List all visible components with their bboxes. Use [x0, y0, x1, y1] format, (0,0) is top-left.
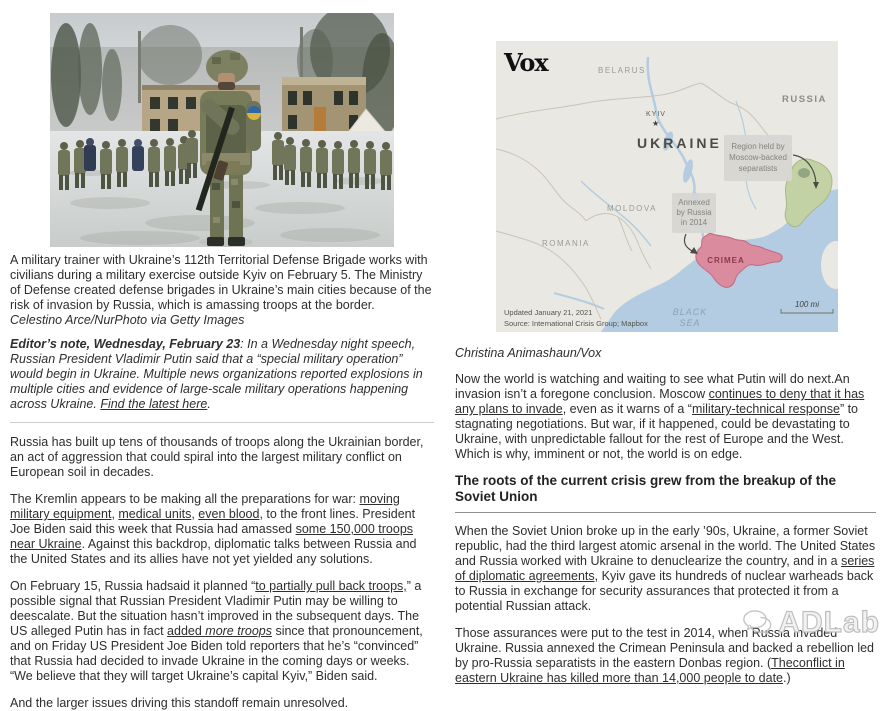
- kyiv-star-icon: ★: [652, 119, 660, 128]
- map-updated: Updated January 21, 2021: [504, 308, 593, 317]
- text-segment: : In a Wednesday night speech, Russian President Vladimir Putin said that a “special military operation” would begin in Ukraine. Multiple news organizations reported explosions in multiple cities and evidence of large-scale military operations happening across Ukraine.: [10, 337, 423, 411]
- callout-line: Region held by: [731, 142, 785, 151]
- map-label-romania: ROMANIA: [542, 239, 590, 248]
- map-label-russia: RUSSIA: [782, 94, 827, 105]
- inline-link[interactable]: even blood: [198, 507, 260, 521]
- callout-line: by Russia: [676, 208, 712, 217]
- map-label-moldova: MOLDOVA: [607, 204, 657, 213]
- editors-note: [10, 337, 434, 412]
- photo-credit: Celestino Arce/NurPhoto via Getty Images: [10, 313, 245, 327]
- text-segment: , to the front lines. President Joe Biden said this week that Russia had amassed: [10, 507, 416, 536]
- map-label-belarus: BELARUS: [598, 66, 646, 75]
- map-label-black-sea: SEA: [679, 318, 701, 328]
- text-segment: since that pronouncement, and on Friday US President Joe Biden told reporters that he’s “convinced” that Russia had decided to invade Ukraine in the coming days or weeks. “We believe that they will target Ukraine’s capital Kyiv,” Biden said.: [10, 624, 423, 683]
- inline-link[interactable]: series of diplomatic agreements,: [455, 554, 875, 583]
- map-label-ukraine: UKRAINE: [637, 135, 722, 151]
- body-paragraph: [455, 626, 876, 686]
- inline-link[interactable]: Find the latest here: [100, 397, 208, 411]
- inline-link[interactable]: medical units: [118, 507, 192, 521]
- body-paragraph: [10, 435, 434, 480]
- watermark-label: ADLab: [778, 606, 880, 639]
- inline-link[interactable]: military-technical response: [691, 402, 840, 416]
- callout-line: Annexed: [678, 198, 710, 207]
- inline-link[interactable]: continues to deny that it has any plans to invade: [455, 387, 865, 416]
- text-segment: Kyiv gave its hundreds of nuclear warheads back to Russia in exchange for security assurances that protected it from a potential Russian attack.: [455, 569, 874, 613]
- text-segment: .: [207, 397, 211, 411]
- map-label-kyiv: KYIV: [646, 111, 666, 118]
- photo-caption: A military trainer with Ukraine’s 112th Territorial Defense Brigade works with civilians during a military exercise outside Kyiv on February 5. The Ministry of Defense created defense brigades in Ukraine’s main cities because of the risk of invasion by Russia, which is amassing troops at the border.: [10, 253, 432, 312]
- map-credit: Christina Animashaun/Vox: [455, 346, 602, 360]
- text-segment: .): [783, 671, 791, 685]
- text-segment: ,: [191, 507, 199, 521]
- body-paragraph: [10, 579, 434, 684]
- text-segment: ,: [111, 507, 119, 521]
- inline-link[interactable]: moving military equipment: [10, 492, 400, 521]
- hero-photo: [50, 13, 394, 247]
- text-segment: When the Soviet Union broke up in the early ’90s, Ukraine, a former Soviet republic, had the third largest atomic arsenal in the world. The United States and Russia worked with Ukraine to denuclearize the country, and in a: [455, 524, 876, 568]
- text-segment: On February 15, Russia hadsaid it planned “: [10, 579, 256, 593]
- right-column: [455, 0, 876, 686]
- inline-link[interactable]: more troops: [205, 624, 272, 638]
- text-segment: Editor’s note, Wednesday, February 23: [10, 337, 241, 351]
- map-label-crimea: CRIMEA: [707, 256, 745, 265]
- section-divider: [10, 422, 434, 423]
- text-segment: . Against this backdrop, diplomatic talks between Russia and the United States and its allies have not yet yielded any solutions.: [10, 537, 417, 566]
- ukraine-map: [496, 41, 838, 332]
- inline-link[interactable]: Theconflict in eastern Ukraine has killed more than 14,000 people to date: [455, 656, 845, 685]
- inline-link[interactable]: some 150,000 troops near Ukraine: [10, 522, 414, 551]
- text-segment: , even as it warns of a “: [562, 402, 692, 416]
- map-source: Source: International Crisis Group; Mapbox: [504, 319, 648, 328]
- text-segment: ” a possible signal that Russian President Vladimir Putin may be willing to deescalate. But the situation hasn’t improved in the subsequent days. The US alleged Putin has in fact: [10, 579, 422, 638]
- callout-line: in 2014: [680, 218, 708, 227]
- text-segment: Those assurances were put to the test in 2014, when Russia invaded Ukraine. Russia annexed the Crimean Peninsula and backed a rebellion led by pro-Russia separatists in the eastern Donbas region. (: [455, 626, 875, 670]
- callout-line: Moscow-backed: [729, 153, 787, 162]
- section-heading: The roots of the current crisis grew from the breakup of the Soviet Union: [455, 473, 876, 513]
- callout-line: separatists: [738, 164, 778, 173]
- body-paragraph: [455, 372, 876, 462]
- left-column: [10, 0, 434, 711]
- text-segment: ” to stagnating negotiations. But war, if it happened, could be devastating to Ukraine, with unpredictable fallout for the rest of Europe and the West. Which is why, imminent or not, the world is on edge.: [455, 402, 858, 461]
- text-segment: And the larger issues driving this standoff remain unresolved.: [10, 696, 349, 710]
- text-segment: Russia has built up tens of thousands of troops along the Ukrainian border, an act of aggression that could spiral into the largest military conflict on European soil in decades.: [10, 435, 424, 479]
- body-paragraph: [455, 524, 876, 614]
- inline-link[interactable]: to partially pull back troops,: [255, 579, 407, 593]
- text-segment: The Kremlin appears to be making all the preparations for war:: [10, 492, 360, 506]
- text-segment: Now the world is watching and waiting to see what Putin will do next.An invasion isn’t a foregone conclusion. Moscow: [455, 372, 850, 401]
- map-scale-label: 100 mi: [794, 300, 820, 309]
- body-paragraph: [10, 492, 434, 567]
- map-label-black-sea: BLACK: [672, 307, 708, 317]
- body-paragraph: [10, 696, 434, 711]
- vox-logo: Vox: [504, 48, 548, 77]
- map-separatist-shade: [798, 168, 810, 178]
- inline-link[interactable]: added: [167, 624, 206, 638]
